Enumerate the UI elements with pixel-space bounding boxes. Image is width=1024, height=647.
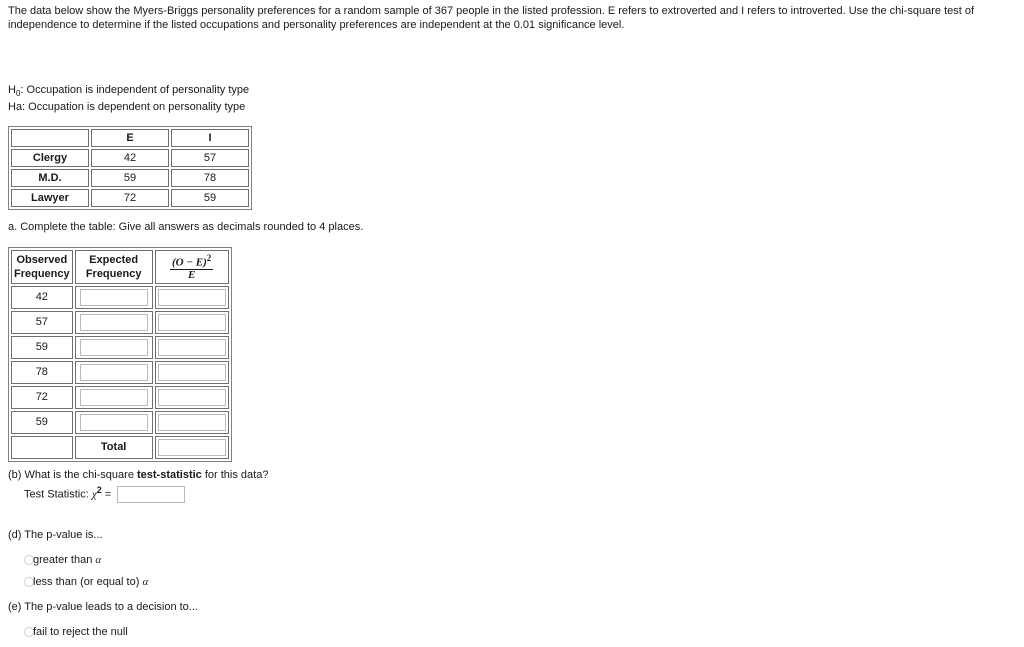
total-input[interactable] xyxy=(158,439,226,456)
part-d-question: (d) The p-value is... xyxy=(8,529,103,541)
part-e-question: (e) The p-value leads to a decision to... xyxy=(8,601,198,613)
expected-input[interactable] xyxy=(80,364,148,381)
table-row xyxy=(11,286,229,309)
observed-cell: 57 xyxy=(11,311,73,334)
formula-numerator: (O − E) xyxy=(172,256,207,269)
expected-cell xyxy=(75,411,153,434)
option-greater-than[interactable] xyxy=(24,554,101,566)
option-fail-to-reject[interactable] xyxy=(24,626,128,638)
expected-input[interactable] xyxy=(80,414,148,431)
chi-cell xyxy=(155,361,229,384)
chi-cell xyxy=(155,411,229,434)
expected-header xyxy=(75,250,153,284)
cell-value: 78 xyxy=(171,169,249,187)
row-label: Clergy xyxy=(11,149,89,167)
chi-contribution-header xyxy=(155,250,229,284)
chi-symbol: χ xyxy=(91,488,97,501)
col-header-e: E xyxy=(91,129,169,147)
table-row xyxy=(11,189,249,207)
contingency-table xyxy=(8,126,252,210)
chi-contribution-input[interactable] xyxy=(158,414,226,431)
expected-cell xyxy=(75,386,153,409)
part-b-prefix: (b) What is the chi-square xyxy=(8,469,137,481)
option-less-label: less than (or equal to) xyxy=(33,576,143,588)
table-row xyxy=(11,386,229,409)
test-statistic-row xyxy=(24,485,185,503)
chi-cell xyxy=(155,386,229,409)
cell-value: 42 xyxy=(91,149,169,167)
expected-input[interactable] xyxy=(80,389,148,406)
test-statistic-input[interactable] xyxy=(117,486,185,503)
expected-cell xyxy=(75,311,153,334)
total-cell xyxy=(155,436,229,459)
observed-cell: 78 xyxy=(11,361,73,384)
cell-value: 59 xyxy=(91,169,169,187)
h0-subscript: 0 xyxy=(15,89,21,99)
expected-cell xyxy=(75,361,153,384)
option-greater-label: greater than xyxy=(33,554,96,566)
chi-contribution-input[interactable] xyxy=(158,314,226,331)
expected-input[interactable] xyxy=(80,339,148,356)
table-row xyxy=(11,149,249,167)
test-statistic-label: Test Statistic: xyxy=(24,488,92,501)
option-fail-label: fail to reject the null xyxy=(33,626,128,638)
observed-cell: 72 xyxy=(11,386,73,409)
expected-header-line2: Frequency xyxy=(85,267,142,280)
expected-header-line1: Expected xyxy=(89,253,139,266)
table-row xyxy=(11,336,229,359)
chi-exponent: 2 xyxy=(96,485,102,495)
part-b-question xyxy=(8,469,268,481)
equals-sign: = xyxy=(104,488,112,501)
part-a-instructions: a. Complete the table: Give all answers as decimals rounded to 4 places. xyxy=(8,221,364,233)
chi-contribution-input[interactable] xyxy=(158,289,226,306)
cell-value: 72 xyxy=(91,189,169,207)
alpha-symbol: α xyxy=(95,554,102,566)
problem-intro: The data below show the Myers-Briggs personality preferences for a random sample of 367 people in the listed profession. E refers to extroverted and I refers to introverted. Use the chi-square test of independence to determine if the listed occupations and personality preferences are independent at the 0.01 significance level. xyxy=(8,5,975,31)
chi-cell xyxy=(155,311,229,334)
expected-cell xyxy=(75,286,153,309)
chi-formula xyxy=(170,252,213,281)
option-less-than[interactable] xyxy=(24,576,148,588)
observed-cell: 59 xyxy=(11,411,73,434)
col-header-i: I xyxy=(171,129,249,147)
chi-contribution-input[interactable] xyxy=(158,339,226,356)
observed-header-line1: Observed xyxy=(16,253,68,266)
formula-denominator: E xyxy=(187,268,196,281)
alpha-symbol: α xyxy=(142,576,149,588)
observed-header-line2: Frequency xyxy=(14,267,70,280)
table-header-row xyxy=(11,250,229,284)
part-b-suffix: for this data? xyxy=(201,469,269,481)
empty-cell xyxy=(11,436,73,459)
expected-input[interactable] xyxy=(80,289,148,306)
expected-cell xyxy=(75,336,153,359)
table-row xyxy=(11,411,229,434)
h0-text: : Occupation is independent of personality type xyxy=(20,84,250,96)
observed-cell: 59 xyxy=(11,336,73,359)
cell-value: 57 xyxy=(171,149,249,167)
table-row xyxy=(11,169,249,187)
formula-exponent: 2 xyxy=(206,253,212,263)
total-row xyxy=(11,436,229,459)
row-label: Lawyer xyxy=(11,189,89,207)
expected-frequency-table xyxy=(8,247,232,462)
observed-cell: 42 xyxy=(11,286,73,309)
alternative-hypothesis: Ha: Occupation is dependent on personality type xyxy=(8,101,246,113)
expected-input[interactable] xyxy=(80,314,148,331)
h0-prefix: H xyxy=(8,84,16,96)
table-row xyxy=(11,311,229,334)
table-header-row xyxy=(11,129,249,147)
table-row xyxy=(11,361,229,384)
chi-contribution-input[interactable] xyxy=(158,364,226,381)
corner-cell xyxy=(11,129,89,147)
part-b-bold: test-statistic xyxy=(137,469,202,481)
total-label: Total xyxy=(75,436,153,459)
observed-header xyxy=(11,250,73,284)
chi-cell xyxy=(155,336,229,359)
chi-contribution-input[interactable] xyxy=(158,389,226,406)
row-label: M.D. xyxy=(11,169,89,187)
chi-cell xyxy=(155,286,229,309)
cell-value: 59 xyxy=(171,189,249,207)
